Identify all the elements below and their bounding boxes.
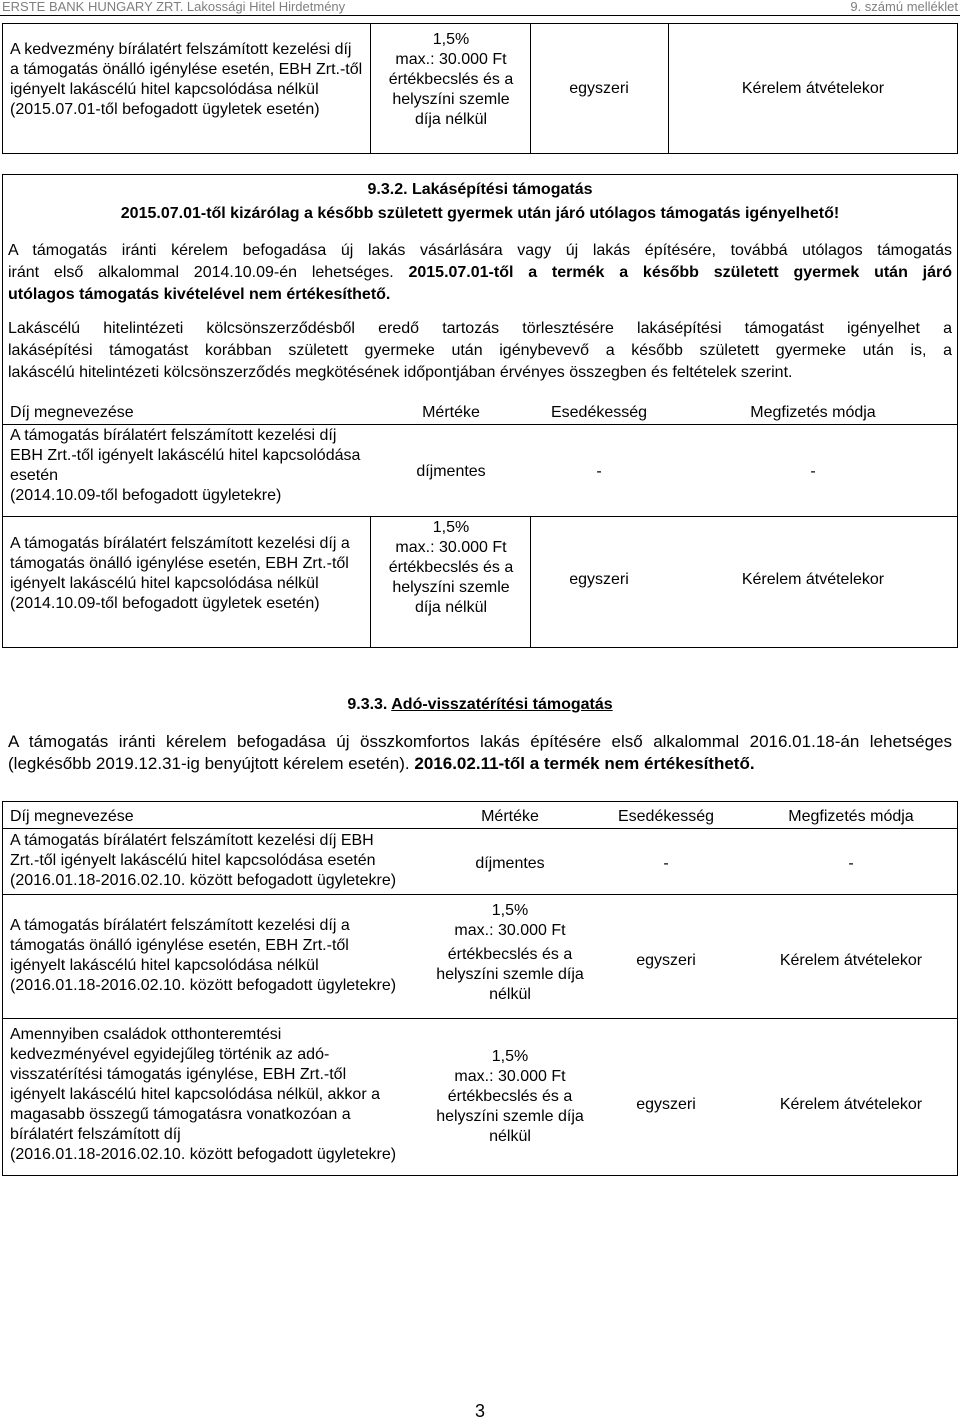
table-933-row-1-pay: - (848, 855, 854, 872)
table-932-header-pay: Megfizetés módja (750, 404, 876, 421)
table-933-header-due: Esedékesség (617, 808, 715, 825)
table-932-row-1-due: - (596, 463, 602, 480)
section-933-paragraph: A támogatás iránti kérelem befogadása új összkomfortos lakás építésére első alkalommal 2016.01.18-án lehetséges (legkésőbb 2019.12.31-ig benyújtott kérelem esetén). 2016.02.11-től a termék nem értékesíthető. (8, 732, 952, 773)
table-933-header-pay: Megfizetés módja (788, 808, 914, 825)
top-row-rate: 1,5% max.: 30.000 Ft értékbecslés és a helyszíni szemle díja nélkül (388, 31, 514, 128)
page-header (0, 0, 960, 16)
table-933-row-1-name: A támogatás bírálatért felszámított kezelési díj EBH Zrt.-től igényelt lakáscélú hitel kapcsolódása esetén (2016.01.18-2016.02.10. között befogadott ügyletekre) (10, 832, 397, 889)
section-932-paragraph-2: Lakáscélú hitelintézeti kölcsönszerződésből eredő tartozás törlesztésére lakásépítési támogatást igényelhet a lakásépítési támogatást korábban született gyermeke után igénybevevő a később született gyermeke után is, a lakáscélú hitelintézeti kölcsönszerződés megkötésének időpontjában érvényes összegben és feltételek szerint. (8, 320, 952, 381)
table-932-header-name: Díj megnevezése (10, 404, 134, 421)
table-932-row-2-due: egyszeri (569, 571, 629, 588)
table-933-header-rate: Mértéke (481, 808, 539, 825)
section-933-title: 9.3.3. Adó-visszatérítési támogatás (347, 696, 613, 713)
table-933-header-name: Díj megnevezése (10, 808, 134, 825)
table-933-row-divider (2, 828, 958, 829)
table-933-row-3-rate: 1,5% max.: 30.000 Ft értékbecslés és a helyszíni szemle díja nélkül (436, 1048, 584, 1145)
table-933-row-3-name: Amennyiben családok otthonteremtési kedvezményével egyidejűleg történik az adó- visszatérítési támogatás igénylése, EBH Zrt.-től igényelt lakáscélú hitel kapcsolódása nélkül, akkor a magasabb összegű támogatásra vonatkozóan a bírálatért felszámított díj (2016.01.18-2016.02.10. között befogadott ügyletekre) (10, 1026, 397, 1163)
section-932-notice: 2015.07.01-től kizárólag a később született gyermek után járó utólagos támogatás igényelhető! (120, 205, 840, 222)
table-932-header-due: Esedékesség (550, 404, 648, 421)
table-932-row-1-rate: díjmentes (416, 463, 486, 480)
table-933-row-2-name: A támogatás bírálatért felszámított kezelési díj a támogatás önálló igénylése esetén, EBH Zrt.-től igényelt lakáscélú hitel kapcsolódása nélkül (2016.01.18-2016.02.10. között befogadott ügyletekre) (10, 917, 397, 994)
header-rule (0, 15, 960, 16)
page-number: 3 (474, 1401, 485, 1421)
table-932-row-1-pay: - (810, 463, 816, 480)
table-932-row-divider (2, 424, 958, 425)
table-932-row-divider (2, 516, 958, 517)
top-row-name: A kedvezmény bírálatért felszámított kezelési díj a támogatás önálló igénylése esetén, EBH Zrt.-től igényelt lakáscélú hitel kapcsolódása nélkül (2015.07.01-től befogadott ügyletek esetén) (10, 41, 363, 118)
table-933-row-3-due: egyszeri (636, 1096, 696, 1113)
table-932-row-1-name: A támogatás bírálatért felszámított kezelési díj EBH Zrt.-től igényelt lakáscélú hitel kapcsolódása esetén (2014.10.09-től befogadott ügyletekre) (10, 427, 361, 504)
table-933-row-1-due: - (663, 855, 669, 872)
table-933-row-divider (2, 1018, 958, 1019)
top-row-due: egyszeri (569, 80, 629, 97)
table-933-row-2-pay: Kérelem átvételekor (779, 952, 923, 969)
table-932-row-2-pay: Kérelem átvételekor (741, 571, 885, 588)
section-932-title: 9.3.2. Lakásépítési támogatás (367, 181, 593, 198)
header-right: 9. számú melléklet (850, 0, 958, 14)
table-933-row-2-due: egyszeri (636, 952, 696, 969)
header-left: ERSTE BANK HUNGARY ZRT. Lakossági Hitel Hirdetmény (2, 0, 346, 14)
table-932-divider (370, 516, 371, 648)
top-row-pay: Kérelem átvételekor (741, 80, 885, 97)
table-933-row-1-rate: díjmentes (475, 855, 545, 872)
table-932-divider (530, 516, 531, 648)
table-933-row-3-pay: Kérelem átvételekor (779, 1096, 923, 1113)
table-933-row-2-rate: 1,5% max.: 30.000 Ft értékbecslés és a helyszíni szemle díja nélkül (436, 902, 584, 1003)
table-932-header-rate: Mértéke (422, 404, 480, 421)
table-932-row-2-rate: 1,5% max.: 30.000 Ft értékbecslés és a helyszíni szemle díja nélkül (388, 519, 514, 616)
table-932-row-2-name: A támogatás bírálatért felszámított kezelési díj a támogatás önálló igénylése esetén, EBH Zrt.-től igényelt lakáscélú hitel kapcsolódása nélkül (2014.10.09-től befogadott ügyletek esetén) (10, 535, 350, 612)
table-933-row-divider (2, 894, 958, 895)
section-932-paragraph-1: A támogatás iránti kérelem befogadása új lakás vásárlására vagy új lakás építésére, továbbá utólagos támogatás iránt első alkalommal 2014.10.09-én lehetséges. 2015.07.01-től a termék a később született gyermek után járó utólagos támogatás kivételével nem értékesíthető. (8, 242, 952, 303)
